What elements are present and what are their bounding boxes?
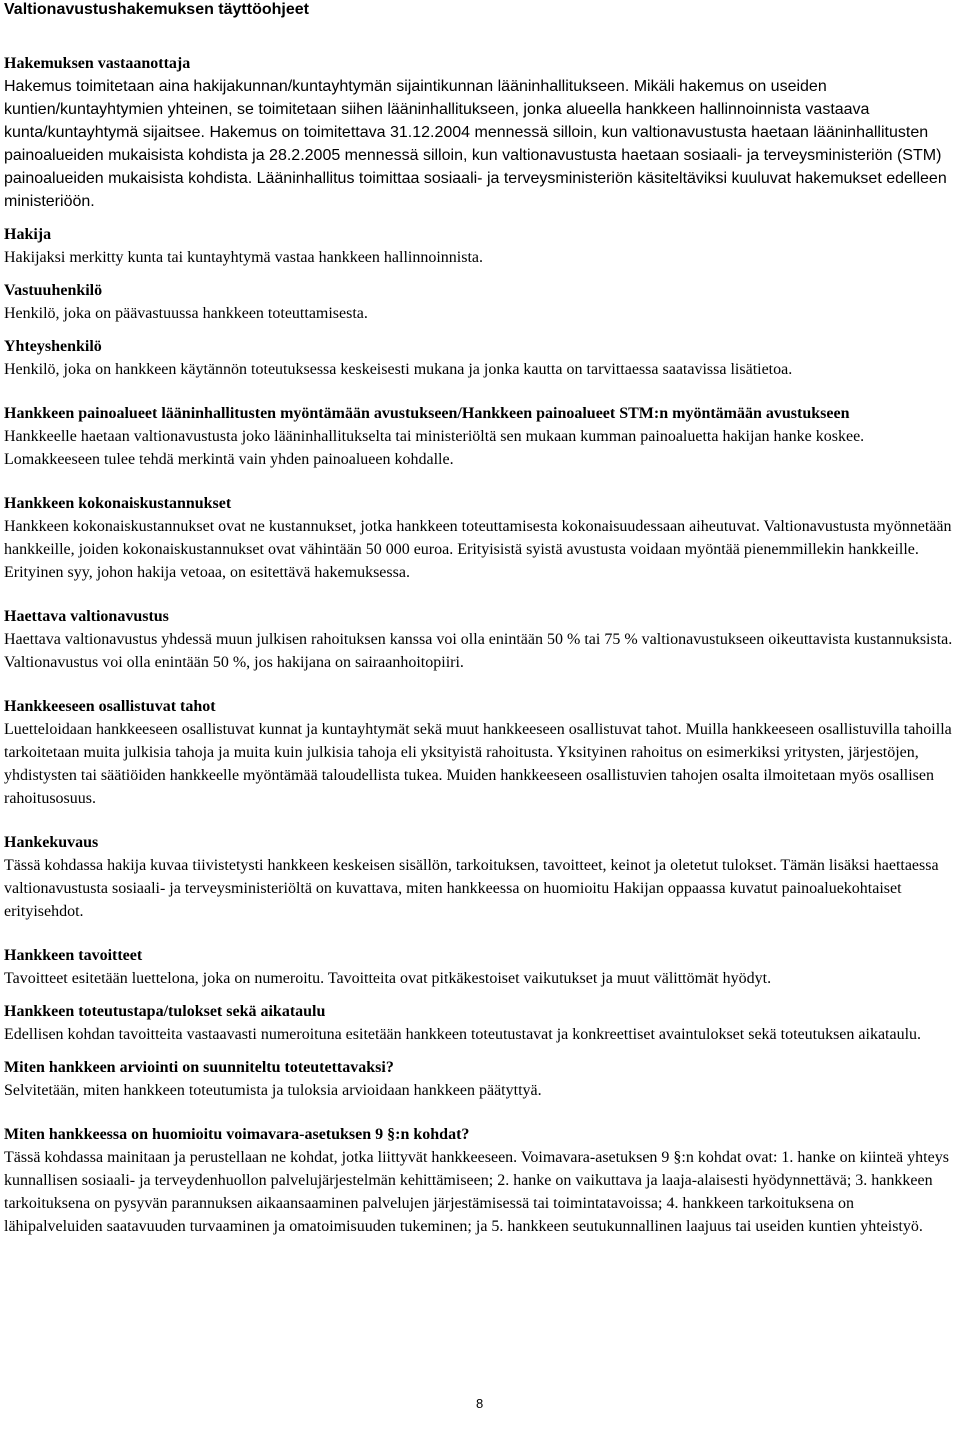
section-text: Selvitetään, miten hankkeen toteutumista ja tuloksia arvioidaan hankkeen päätyttyä. (4, 1082, 542, 1099)
section-text: Tässä kohdassa mainitaan ja perustellaan ne kohdat, jotka liittyvät hankkeeseen. Voimavara-asetuksen 9 §:n kohdat ovat: 1. hanke on kiinteä yhteys kunnallisen sosiaali- ja terveydenhuollon palvelujärjestelmän kehittämiseen; 2. hanke on vaikuttava ja laaja-alaisesti hyödynnettävä; 3. hankkeen tarkoituksena on pysyvän parannuksen aikaansaaminen palvelujen järjestämisessä tai toimintatavoissa; 4. hankkeen tarkoituksena on lähipalveluiden saatavuuden turvaaminen ja omatoimisuuden tukeminen; ja 5. hankkeen seutukunnallinen laajuus tai useiden kuntien yhteistyö. (4, 1149, 949, 1235)
section-heading: Hakemuksen vastaanottaja (4, 55, 191, 72)
section-text: Haettava valtionavustus yhdessä muun julkisen rahoituksen kanssa voi olla enintään 50 % tai 75 % valtionavustukseen oikeuttavista kustannuksista. Valtionavustus voi olla enintään 50 %, jos hakijana on sairaanhoitopiiri. (4, 631, 953, 671)
section-resource-decree (4, 1123, 954, 1238)
section-heading: Miten hankkeessa on huomioitu voimavara-asetuksen 9 §:n kohdat? (4, 1126, 470, 1143)
section-heading: Hankkeen painoalueet lääninhallitusten myöntämään avustukseen/Hankkeen painoalueet STM:n myöntämään avustukseen (4, 405, 850, 422)
document-body (4, 52, 954, 1238)
section-responsible-person (4, 279, 954, 325)
section-heading: Hakija (4, 226, 52, 243)
section-heading: Hankkeeseen osallistuvat tahot (4, 698, 216, 715)
section-text: Tavoitteet esitetään luettelona, joka on numeroitu. Tavoitteita ovat pitkäkestoiset vaikutukset ja muut välittömät hyödyt. (4, 970, 772, 987)
section-heading: Hankekuvaus (4, 834, 99, 851)
section-evaluation (4, 1056, 954, 1102)
section-text: Hankkeen kokonaiskustannukset ovat ne kustannukset, jotka hankkeen toteuttamisesta kokonaisuudessaan aiheutuvat. Valtionavustusta myönnetään hankkeille, joiden kokonaiskustannukset ovat vähintään 50 000 euroa. Erityisistä syistä avustusta voidaan myöntää pienemmillekin hankkeille. Erityinen syy, johon hakija vetoaa, on esitettävä hakemuksessa. (4, 518, 952, 581)
section-heading: Hankkeen tavoitteet (4, 947, 143, 964)
section-text: Edellisen kohdan tavoitteita vastaavasti numeroituna esitetään hankkeen toteutustavat ja konkreettiset avaintulokset sekä toteutuksen aikataulu. (4, 1026, 922, 1043)
section-contact-person (4, 335, 954, 381)
section-text: Hankkeelle haetaan valtionavustusta joko lääninhallitukselta tai ministeriöltä sen mukaan kumman painoaluetta hakijan hanke koskee. Lomakkeeseen tulee tehdä merkintä vain yhden painoalueen kohdalle. (4, 428, 865, 468)
section-heading: Hankkeen toteutustapa/tulokset sekä aikataulu (4, 1003, 326, 1020)
section-text: Luetteloidaan hankkeeseen osallistuvat kunnat ja kuntayhtymät sekä muut hankkeeseen osallistuvat tahot. Muilla hankkeeseen osallistuvilla tahoilla tarkoitetaan muita julkisia tahoja ja muita kuin julkisia tahoja eli yksityistä rahoitusta. Yksityinen rahoitus on esimerkiksi yritysten, järjestöjen, yhdistysten tai säätiöiden hankkeelle myöntämää taloudellista tukea. Muiden hankkeeseen osallistuvien tahojen osalta ilmoitetaan myös osallisen rahoitusosuus. (4, 721, 952, 807)
section-text: Henkilö, joka on hankkeen käytännön toteutuksessa keskeisesti mukana ja jonka kautta on tarvittaessa saatavissa lisätietoa. (4, 361, 793, 378)
section-implementation (4, 1000, 954, 1046)
section-text: Hakemus toimitetaan aina hakijakunnan/kuntayhtymän sijaintikunnan lääninhallitukseen. Mikäli hakemus on useiden kuntien/kuntayhtymien yhteinen, se toimitetaan siihen lääninhallitukseen, jonka alueella hankkeen hallinnoinnista vastaava kunta/kuntayhtymä sijaitsee. Hakemus on toimitettava 31.12.2004 mennessä silloin, kun valtionavustusta haetaan lääninhallitusten painoalueiden mukaisista kohdista ja 28.2.2005 mennessä silloin, kun valtionavustusta haetaan sosiaali- ja terveysministeriön (STM) painoalueiden mukaisista kohdista. Lääninhallitus toimittaa sosiaali- ja terveysministeriön käsiteltäviksi kuuluvat hakemukset edelleen ministeriöön. (4, 78, 947, 210)
section-applicant (4, 223, 954, 269)
page-number: 8 (476, 1396, 484, 1411)
section-requested-grant (4, 605, 954, 674)
section-heading: Hankkeen kokonaiskustannukset (4, 495, 232, 512)
section-heading: Haettava valtionavustus (4, 608, 169, 625)
section-text: Hakijaksi merkitty kunta tai kuntayhtymä vastaa hankkeen hallinnoinnista. (4, 249, 483, 266)
section-heading: Miten hankkeen arviointi on suunniteltu toteutettavaksi? (4, 1059, 394, 1076)
section-heading: Yhteyshenkilö (4, 338, 102, 355)
page-title: Valtionavustushakemuksen täyttöohjeet (4, 1, 309, 18)
section-project-description (4, 831, 954, 923)
section-text: Tässä kohdassa hakija kuvaa tiivistetysti hankkeen keskeisen sisällön, tarkoituksen, tavoitteet, keinot ja oletetut tulokset. Tämän lisäksi haettaessa valtionavustusta sosiaali- ja terveysministeriöltä on kuvattava, miten hankkeessa on huomioitu Hakijan oppaassa kuvatut painoaluekohtaiset erityisehdot. (4, 857, 939, 920)
section-heading: Vastuuhenkilö (4, 282, 103, 299)
section-recipient (4, 52, 954, 213)
section-participants (4, 695, 954, 810)
section-focus-areas (4, 402, 954, 471)
section-project-goals (4, 944, 954, 990)
section-text: Henkilö, joka on päävastuussa hankkeen toteuttamisesta. (4, 305, 368, 322)
section-total-costs (4, 492, 954, 584)
